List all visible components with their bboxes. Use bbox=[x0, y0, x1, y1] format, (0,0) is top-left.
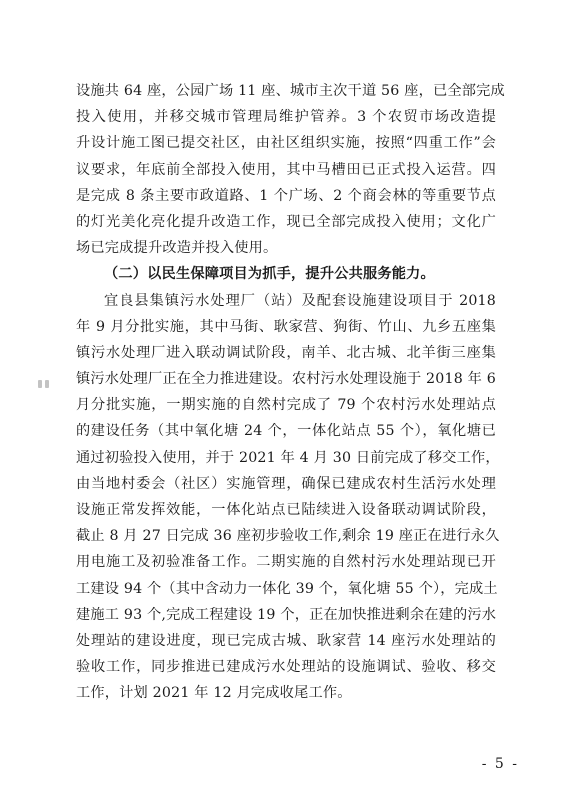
text-line-7: 场已完成提升改造并投入使用。 bbox=[76, 240, 278, 257]
text-line-22: 处理站的建设进度，现已完成古城、耿家营 14 座污水处理站的 bbox=[76, 632, 496, 649]
body-text bbox=[76, 78, 505, 707]
text-line-24: 工作，计划 2021 年 12 月完成收尾工作。 bbox=[76, 685, 352, 702]
text-line-21: 建施工 93 个,完成工程建设 19 个，正在加快推进剩余在建的污水 bbox=[76, 606, 497, 623]
text-line-19: 用电施工及初验准备工作。二期实施的自然村污水处理站现已开 bbox=[76, 554, 496, 571]
text-line-17: 设施正常发挥效能，一体化站点已陆续进入设备联动调试阶段， bbox=[76, 502, 496, 518]
text-line-11: 镇污水处理厂进入联动调试阶段，南羊、北古城、北羊街三座集 bbox=[76, 344, 496, 361]
text-line-1: 设施共 64 座，公园广场 11 座、城市主次干道 56 座，已全部完成 bbox=[76, 83, 505, 99]
text-line-15: 通过初验投入使用，并于 2021 年 4 月 30 日前完成了移交工作， bbox=[76, 449, 500, 466]
text-line-9: 宜良县集镇污水处理厂（站）及配套设施建设项目于 2018 bbox=[104, 292, 496, 309]
text-line-6: 的灯光美化亮化提升改造工作，现已全部完成投入使用；文化广 bbox=[76, 213, 496, 230]
page-number: - 5 - bbox=[481, 756, 519, 772]
text-line-18: 截止 8 月 27 日完成 36 座初步验收工作,剩余 19 座正在进行永久 bbox=[76, 528, 500, 545]
text-line-2: 投入使用，并移交城市管理局维护管养。3 个农贸市场改造提 bbox=[76, 109, 496, 126]
text-line-12: 镇污水处理厂正在全力推进建设。农村污水处理设施于 2018 年 6 bbox=[76, 371, 496, 388]
binding-hole-mark bbox=[38, 373, 60, 385]
text-line-10: 年 9 月分批实施，其中马街、耿家营、狗街、竹山、九乡五座集 bbox=[76, 318, 496, 335]
text-line-3: 升设计施工图已提交社区，由社区组织实施，按照“四重工作”会 bbox=[76, 135, 496, 152]
section-heading: （二）以民生保障项目为抓手，提升公共服务能力。 bbox=[104, 266, 435, 283]
text-line-23: 验收工作，同步推进已建成污水处理站的设施调试、验收、移交 bbox=[76, 659, 496, 676]
text-line-13: 月分批实施，一期实施的自然村完成了 79 个农村污水处理站点 bbox=[76, 397, 496, 414]
text-line-16: 由当地村委会（社区）实施管理，确保已建成农村生活污水处理 bbox=[76, 475, 496, 492]
text-line-5: 是完成 8 条主要市政道路、1 个广场、2 个商会林的等重要节点 bbox=[76, 187, 496, 204]
text-line-14: 的建设任务（其中氧化塘 24 个，一体化站点 55 个），氧化塘已 bbox=[76, 423, 496, 440]
text-line-20: 工建设 94 个（其中含动力一体化 39 个，氧化塘 55 个），完成土 bbox=[76, 580, 498, 597]
text-line-4: 议要求，年底前全部投入使用，其中马槽田已正式投入运营。四 bbox=[76, 161, 496, 178]
